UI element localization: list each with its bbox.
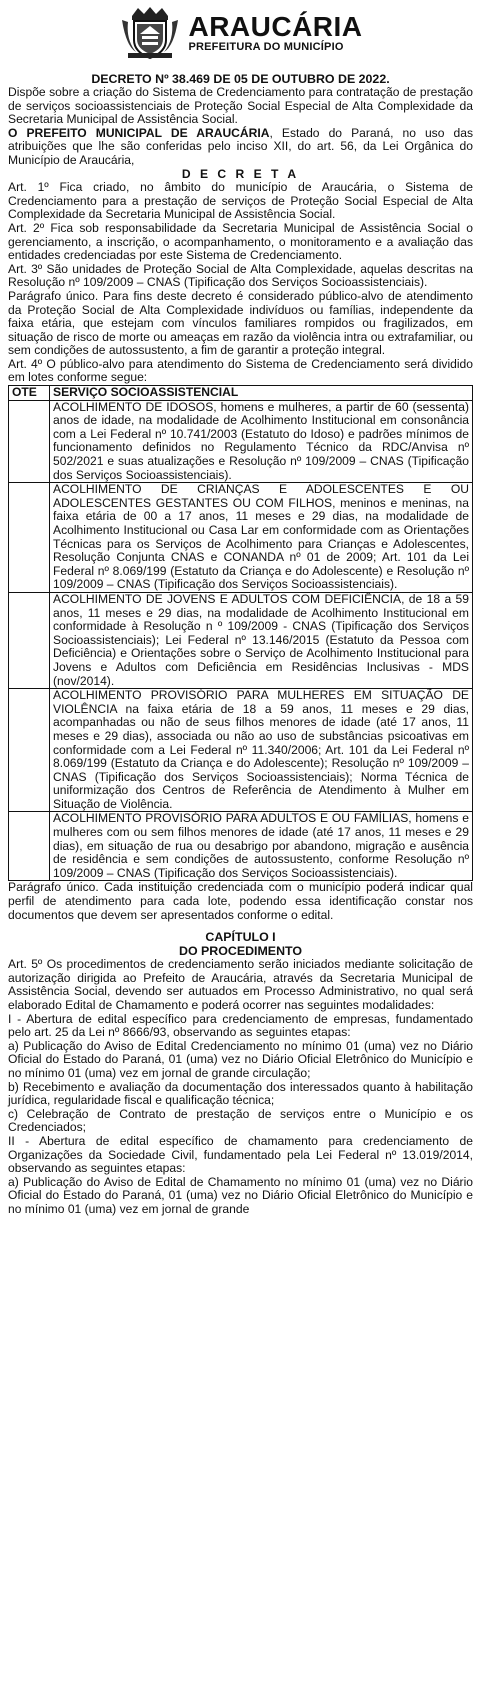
preamble-bold: O PREFEITO MUNICIPAL DE ARAUCÁRIA <box>8 125 270 140</box>
service-cell: ACOLHIMENTO DE IDOSOS, homens e mulheres, a partir de 60 (sessenta) anos de idade, na modalidade de Acolhimento Institucional em consonância com a Lei Federal nº 10.741/2003 (Estatuto do Idoso) e padrões mínimos de funcionamento definidos no Regulamento Técnico da RDC/Anvisa nº 502/2021 e suas atualizações e Resolução nº 109/2009 – CNAS (Tipificação dos Serviços Socioassistenciais). <box>50 400 473 483</box>
table-row <box>9 483 473 593</box>
decree-page <box>8 0 473 1217</box>
table-row <box>9 592 473 688</box>
lote-cell <box>9 812 50 881</box>
item-i-a: a) Publicação do Aviso de Edital Credenciamento no mínimo 01 (uma) vez no Diário Oficial do Estado do Paraná, 01 (uma) vez no Diário Oficial Eletrônico do Município e no mínimo 01 (uma) vez em jornal de grande circulação; <box>8 1038 473 1080</box>
decreta-heading: D E C R E T A <box>181 166 300 181</box>
art-5: Art. 5º Os procedimentos de credenciamento serão iniciados mediante solicitação de autorização dirigida ao Prefeito de Araucária, através da Secretaria Municipal de Assistência Social, devendo ser autuados em Processo Administrativo, no qual será elaborado Edital de Chamamento e poderá ocorrer nas seguintes modalidades: <box>8 957 473 1012</box>
art-2: Art. 2º Fica sob responsabilidade da Secretaria Municipal de Assistência Social o gerenciamento, a inscrição, o acompanhamento, o monitoramento e a avaliação das entidades credenciadas por este Sistema de Credenciamento. <box>8 220 473 263</box>
lots-table <box>8 385 473 881</box>
brand-name: ARAUCÁRIA <box>188 11 363 42</box>
table-row <box>9 812 473 881</box>
service-cell: ACOLHIMENTO PROVISÓRIO PARA MULHERES EM SITUAÇÃO DE VIOLÊNCIA na faixa etária de 18 a 59 anos, 11 meses e 29 dias, acompanhadas ou não de seus filhos menores de idade (até 17 anos, 11 meses e 29 dias), associada ou não ao uso de substâncias psicoativas em conformidade com a Lei Federal nº 11.340/2006; Art. 101 da Lei Federal nº 8.069/199 (Estatuto da Criança e do Adolescente); Resolução nº 109/2009 – CNAS (Tipificação dos Serviços Socioassistenciais); Norma Técnica de uniformização dos Centros de Referência de Atendimento à Mulher em Situação de Violência. <box>50 689 473 812</box>
art-4-paragraph: Parágrafo único. Cada instituição credenciada com o município poderá indicar qual perfil de atendimento para cada lote, podendo essa identificação constar nos documentos que devem ser apresentados conforme o edital. <box>8 880 473 922</box>
lote-cell <box>9 400 50 483</box>
brand-subtitle: PREFEITURA DO MUNICÍPIO <box>188 41 344 53</box>
service-cell: ACOLHIMENTO DE JOVENS E ADULTOS COM DEFICIÊNCIA, de 18 a 59 anos, 11 meses e 29 dias, na modalidade de Acolhimento Institucional em conformidade à Resolução n º 109/2009 - CNAS (Tipificação dos Serviços Socioassistenciais); Lei Federal nº 13.146/2015 (Estatuto da Pessoa com Deficiência) e Orientações sobre o Serviço de Acolhimento Institucional para Jovens e Adultos com Deficiência em Residências Inclusivas - MDS (nov/2014). <box>50 592 473 688</box>
brand <box>188 13 362 53</box>
decree-title: DECRETO Nº 38.469 DE 05 DE OUTUBRO DE 2022. <box>91 72 390 86</box>
item-i: I - Abertura de edital específico para credenciamento de empresas, fundamentado pelo art. 25 da Lei nº 8666/93, observando as seguintes etapas: <box>8 1011 473 1040</box>
table-header-row <box>9 386 473 401</box>
item-ii: II - Abertura de edital específico de chamamento para credenciamento de Organizações da Sociedade Civil, fundamentado pela Lei Federal nº 13.019/2014, observando as seguintes etapas: <box>8 1133 473 1176</box>
column-header-lote: OTE <box>9 386 50 401</box>
chapter-number: CAPÍTULO I <box>205 930 276 945</box>
art-3-paragraph: Parágrafo único. Para fins deste decreto é considerado público-alvo de atendimento da Proteção Social de Alta Complexidade indivíduos ou famílias, independente da faixa etária, que estejam com vínculos familiares rompidos ou fragilizados, em situação de risco de morte ou ameaças em razão da violência intra ou extrafamiliar, ou sem condições de autossustento, a fim de garantir a proteção integral. <box>8 288 473 358</box>
service-cell: ACOLHIMENTO PROVISÓRIO PARA ADULTOS E OU FAMÍLIAS, homens e mulheres com ou sem filhos menores de idade (até 17 anos, 11 meses e 29 dias), em situação de rua ou desabrigo por abandono, migração e ausência de residência e sem condições de autossustento, conforme Resolução nº 109/2009 – CNAS (Tipificação dos Serviços Socioassistenciais). <box>50 812 473 881</box>
column-header-service: SERVIÇO SOCIOASSISTENCIAL <box>50 386 473 401</box>
lote-cell <box>9 592 50 688</box>
preamble <box>8 127 473 168</box>
art-4: Art. 4º O público-alvo para atendimento do Sistema de Credenciamento será dividido em lotes conforme segue: <box>8 356 473 385</box>
item-i-b: b) Recebimento e avaliação da documentação dos interessados quanto à habilitação jurídica, regularidade fiscal e qualificação técnica; <box>8 1079 473 1108</box>
service-cell: ACOLHIMENTO DE CRIANÇAS E ADOLESCENTES E OU ADOLESCENTES GESTANTES OU COM FILHOS, meninos e meninas, na faixa etária de 00 a 17 anos, 11 meses e 29 dias, na modalidade de Acolhimento Institucional ou Casa Lar em conformidade com as Orientações Técnicas para os Serviços de Acolhimento para Crianças e Adolescentes, Resolução Conjunta CNAS e CONANDA nº 01 de 2009; Art. 101 da Lei Federal nº 8.069/199 (Estatuto da Criança e do Adolescente) e Resolução nº 109/2009 – CNAS (Tipificação dos Serviços Socioassistenciais). <box>50 483 473 593</box>
table-row <box>9 400 473 483</box>
chapter-title: DO PROCEDIMENTO <box>179 944 302 959</box>
art-1: Art. 1º Fica criado, no âmbito do município de Araucária, o Sistema de Credenciamento para a prestação de serviços de Proteção Social Especial de Alta Complexidade da Secretaria Municipal de Assistência Social. <box>8 180 473 222</box>
item-ii-a: a) Publicação do Aviso de Edital de Chamamento no mínimo 01 (uma) vez no Diário Oficial do Estado do Paraná, 01 (uma) vez no Diário Oficial Eletrônico do Município e no mínimo 01 (uma) vez em jornal de grande <box>8 1174 473 1216</box>
header <box>8 4 473 62</box>
lote-cell <box>9 483 50 593</box>
table-row <box>9 689 473 812</box>
item-i-c: c) Celebração de Contrato de prestação de serviços entre o Município e os Credenciados; <box>8 1106 473 1135</box>
coat-of-arms-icon <box>118 6 182 60</box>
ementa: Dispõe sobre a criação do Sistema de Credenciamento para contratação de prestação de serviços socioassistenciais de Proteção Social Especial de Alta Complexidade da Secretaria Municipal de Assistência Social. <box>8 85 473 127</box>
preamble-rest: , Estado do Paraná, no uso das atribuições que lhe são conferidas pelo inciso XII, do art. 56, da Lei Orgânica do Município de Araucária, <box>8 125 473 167</box>
lote-cell <box>9 689 50 812</box>
art-3: Art. 3º São unidades de Proteção Social de Alta Complexidade, aquelas descritas na Resolução nº 109/2009 – CNAS (Tipificação dos Serviços Socioassistenciais). <box>8 261 473 290</box>
